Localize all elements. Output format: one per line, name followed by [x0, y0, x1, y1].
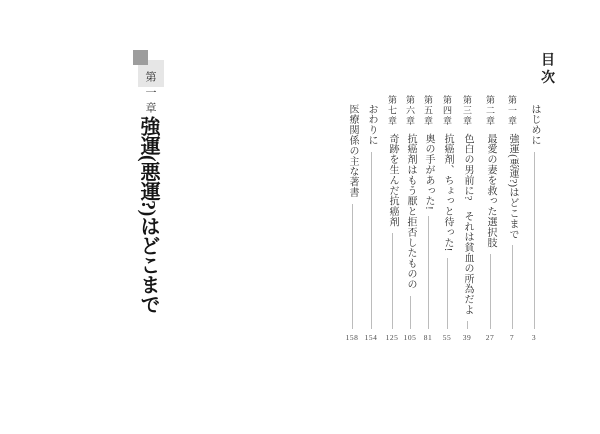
toc-page-number: 158 — [345, 332, 359, 342]
toc-page-number: 55 — [442, 332, 452, 342]
toc-leader-line — [410, 296, 411, 329]
toc-page-number: 27 — [485, 332, 495, 342]
toc-entry-text — [384, 95, 400, 227]
toc-entry-text — [504, 95, 520, 239]
toc-leader-line — [490, 254, 491, 329]
toc-entry — [522, 104, 546, 341]
toc-leader-line — [467, 321, 468, 328]
toc-leader-line — [428, 216, 429, 328]
toc-entry-chapter-label: 第七章 — [387, 95, 397, 127]
toc-entry-text — [482, 95, 498, 248]
toc-entry-title: 奥の手があった! — [423, 133, 434, 211]
toc-leader-line — [447, 258, 448, 329]
chapter-title: 強運(悪運?)はどこまで — [137, 116, 159, 314]
toc-entry — [500, 95, 524, 341]
toc-entry-text — [402, 95, 418, 290]
toc-entry-text — [439, 95, 455, 252]
toc-entry-chapter-label: 第六章 — [405, 95, 415, 127]
toc-entry — [478, 95, 502, 341]
toc-entry — [340, 104, 364, 341]
toc-entry-text — [420, 95, 436, 210]
toc-page-number: 125 — [385, 332, 399, 342]
toc-page-number: 105 — [403, 332, 417, 342]
toc-leader-line — [392, 233, 393, 328]
toc-entry-text — [459, 95, 475, 315]
chapter-number-label: 第一章 — [144, 71, 156, 118]
toc-entry-text — [344, 104, 360, 198]
toc-page-number: 3 — [531, 332, 537, 342]
toc-entry-title: 奇跡を生んだ抗癌剤 — [387, 133, 398, 228]
toc-entry-title: 医療関係の主な著書 — [347, 104, 358, 198]
toc-entry-title: 色白の男前に? それは貧血の所為だよ — [462, 133, 473, 316]
toc-leader-line — [352, 204, 353, 329]
ornament-square-dark — [133, 50, 148, 65]
toc-entry-title: 最愛の妻を救った選択肢 — [485, 133, 496, 248]
toc-entry-chapter-label: 第三章 — [462, 95, 472, 127]
toc-leader-line — [534, 152, 535, 329]
toc-entry-title: 抗癌剤、ちょっと待った! — [442, 133, 453, 252]
toc-entry-text — [526, 104, 542, 146]
toc-entry-text — [363, 104, 379, 146]
toc-entry-chapter-label: 第五章 — [423, 95, 433, 127]
toc-header: 目次 — [539, 52, 554, 87]
toc-entry-title: 強運(悪運?)はどこまで — [507, 133, 518, 240]
toc-page-number: 81 — [423, 332, 433, 342]
toc-entry-chapter-label: 第一章 — [507, 95, 517, 127]
toc-leader-line — [371, 152, 372, 329]
toc-entry-title: おわりに — [366, 104, 377, 146]
toc-leader-line — [512, 245, 513, 328]
toc-page-number: 154 — [364, 332, 378, 342]
toc-entry-title: はじめに — [529, 104, 540, 146]
toc-entry-chapter-label: 第四章 — [442, 95, 452, 127]
toc-entry-title: 抗癌剤はもう厭と拒否したものの — [405, 133, 416, 290]
toc-page-number: 7 — [509, 332, 515, 342]
toc-page-number: 39 — [462, 332, 472, 342]
toc-entry — [380, 95, 404, 341]
toc-entry-chapter-label: 第二章 — [485, 95, 495, 127]
